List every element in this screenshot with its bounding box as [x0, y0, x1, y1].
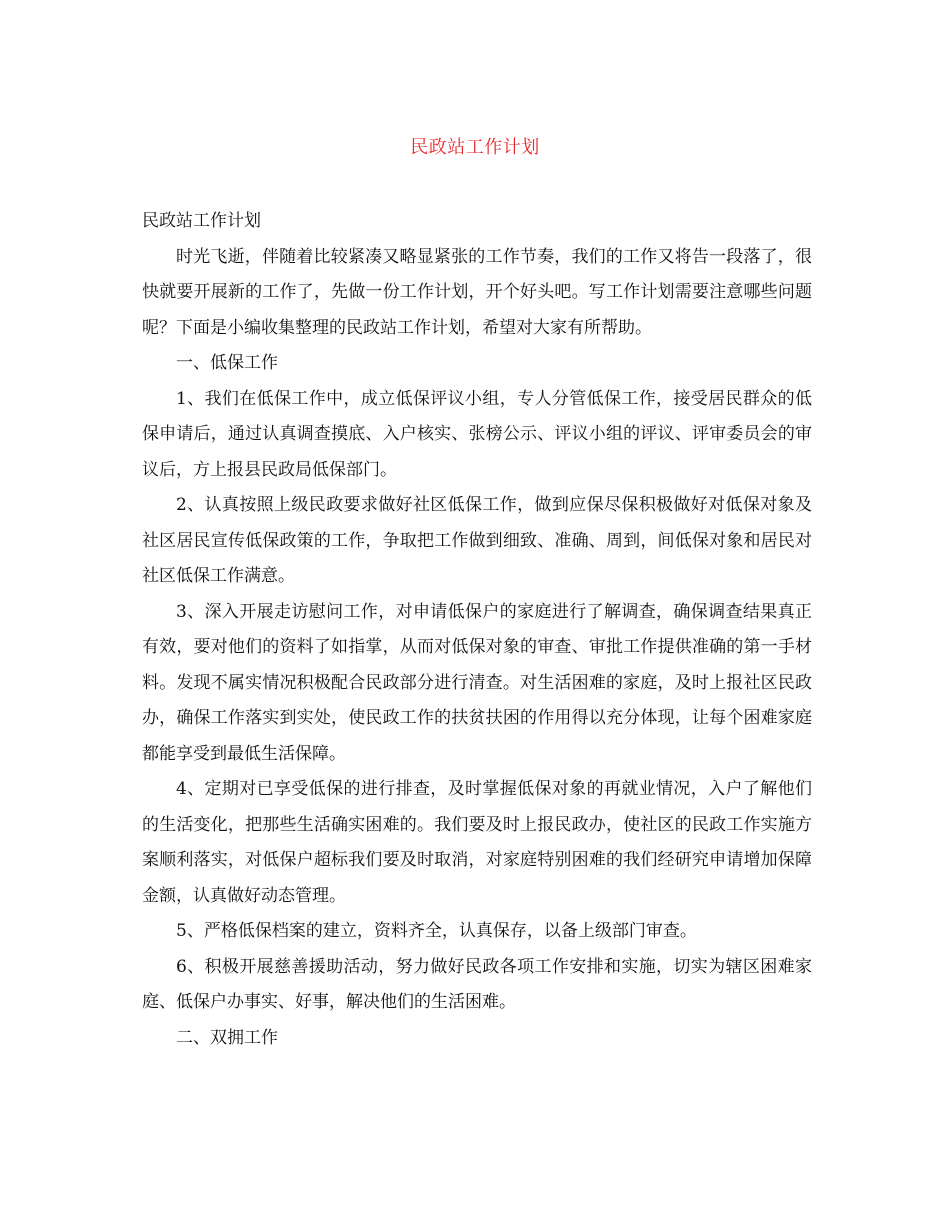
paragraph-item-4: 4、定期对已享受低保的进行排查，及时掌握低保对象的再就业情况，入户了解他们的生活变化，把那些生活确实困难的。我们要及时上报民政办，使社区的民政工作实施方案顺利落实，对低保户超标我们要及时取消，对家庭特别困难的我们经研究申请增加保障金额，认真做好动态管理。: [142, 779, 812, 906]
document-body: [142, 204, 812, 1056]
section-heading-low-income: 一、低保工作: [176, 353, 278, 373]
section-heading-double-support: 二、双拥工作: [176, 1027, 278, 1048]
paragraph-item-1: 1、我们在低保工作中，成立低保评议小组，专人分管低保工作，接受居民群众的低保申请后，通过认真调查摸底、入户核实、张榜公示、评议小组的评议、评审委员会的审议后，方上报县民政局低保部门。: [142, 388, 812, 480]
document-title: 民政站工作计划: [410, 137, 540, 158]
paragraph-item-5: 5、严格低保档案的建立，资料齐全，认真保存，以备上级部门审查。: [176, 921, 697, 941]
paragraph-item-2: 2、认真按照上级民政要求做好社区低保工作，做到应保尽保积极做好对低保对象及社区居民宣传低保政策的工作，争取把工作做到细致、准确、周到，间低保对象和居民对社区低保工作满意。: [142, 495, 812, 586]
document-subtitle: 民政站工作计划: [142, 211, 261, 231]
paragraph-item-3: 3、深入开展走访慰问工作，对申请低保户的家庭进行了解调查，确保调查结果真正有效，要对他们的资料了如指掌，从而对低保对象的审查、审批工作提供准确的第一手材料。发现不属实情况积极配合民政部分进行清查。对生活困难的家庭，及时上报社区民政办，确保工作落实到实处，使民政工作的扶贫扶困的作用得以充分体现，让每个困难家庭都能享受到最低生活保障。: [142, 601, 812, 764]
intro-paragraph: 时光飞逝，伴随着比较紧凑又略显紧张的工作节奏，我们的工作又将告一段落了，很快就要开展新的工作了，先做一份工作计划，开个好头吧。写工作计划需要注意哪些问题呢？下面是小编收集整理的民政站工作计划，希望对大家有所帮助。: [142, 246, 812, 338]
paragraph-item-6: 6、积极开展慈善援助活动，努力做好民政各项工作安排和实施，切实为辖区困难家庭、低保户办事实、好事，解决他们的生活困难。: [142, 956, 812, 1012]
